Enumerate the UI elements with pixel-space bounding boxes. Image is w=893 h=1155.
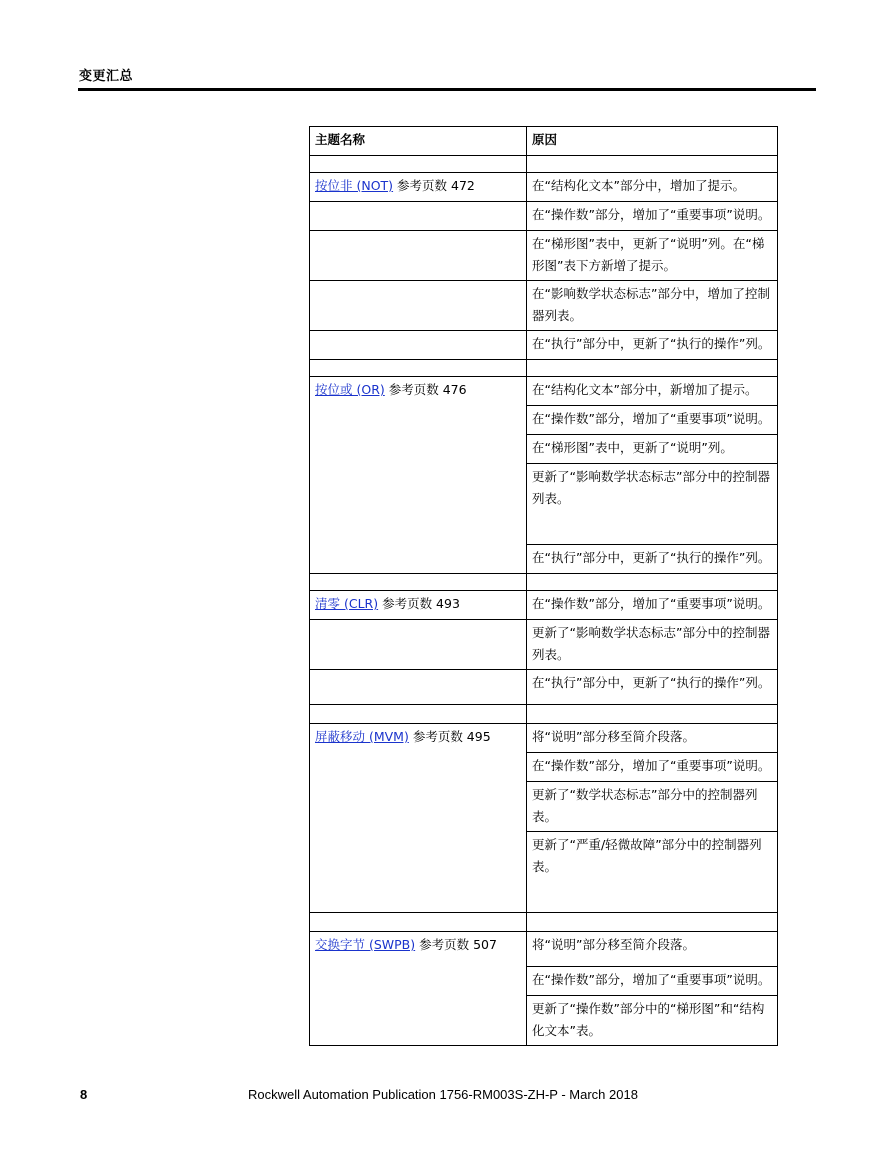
spacer-row: [310, 156, 778, 173]
reason-cell: 更新了“数学状态标志”部分中的控制器列表。: [527, 782, 778, 832]
reason-cell: 在“操作数”部分，增加了“重要事项”说明。: [527, 591, 778, 620]
reason-cell: 在“梯形图”表中，更新了“说明”列。在“梯形图”表下方新增了提示。: [527, 231, 778, 281]
reason-cell: 在“操作数”部分，增加了“重要事项”说明。: [527, 406, 778, 435]
reason-cell: 在“梯形图”表中，更新了“说明”列。: [527, 435, 778, 464]
topic-link[interactable]: 交换字节 (SWPB): [315, 937, 416, 952]
table-row: [310, 670, 778, 705]
reason-cell: 在“结构化文本”部分中，增加了提示。: [527, 173, 778, 202]
topic-cell: [310, 670, 527, 705]
page-ref: 参考页数 507: [415, 937, 497, 952]
reason-cell: 更新了“严重/轻微故障”部分中的控制器列表。: [527, 832, 778, 913]
reason-cell: 更新了“操作数”部分中的“梯形图”和“结构化文本”表。: [527, 996, 778, 1046]
reason-cell: 在“操作数”部分，增加了“重要事项”说明。: [527, 753, 778, 782]
topic-link[interactable]: 屏蔽移动 (MVM): [315, 729, 409, 744]
reason-cell: 将“说明”部分移至简介段落。: [527, 932, 778, 967]
table-row: [310, 281, 778, 331]
page-ref: 参考页数 472: [393, 178, 475, 193]
reason-cell: 在“执行”部分中，更新了“执行的操作”列。: [527, 670, 778, 705]
reason-cell: 在“操作数”部分，增加了“重要事项”说明。: [527, 202, 778, 231]
table-row: [310, 591, 778, 620]
topic-cell: [310, 173, 527, 202]
page-header-title: 变更汇总: [79, 69, 134, 84]
page-ref: 参考页数 476: [384, 382, 467, 397]
topic-link[interactable]: 按位非 (NOT): [315, 178, 394, 193]
reason-cell: 在“影响数学状态标志”部分中，增加了控制器列表。: [527, 281, 778, 331]
table-row: [310, 620, 778, 670]
page-number: 8: [80, 1087, 88, 1102]
column-header-reason: 原因: [527, 127, 778, 156]
topic-cell: [310, 281, 527, 331]
spacer-row: [310, 913, 778, 932]
topic-cell: [310, 231, 527, 281]
reason-cell: 将“说明”部分移至简介段落。: [527, 724, 778, 753]
topic-cell: [310, 620, 527, 670]
topic-cell: [310, 591, 527, 620]
topic-link[interactable]: 清零 (CLR): [315, 596, 379, 611]
reason-cell: 更新了“影响数学状态标志”部分中的控制器列表。: [527, 464, 778, 545]
page-ref: 参考页数 493: [378, 596, 460, 611]
reason-cell: 在“结构化文本”部分中，新增加了提示。: [527, 377, 778, 406]
table-row: [310, 202, 778, 231]
table-header-row: [310, 127, 778, 156]
reason-cell: 更新了“影响数学状态标志”部分中的控制器列表。: [527, 620, 778, 670]
change-summary-table: [309, 126, 778, 1046]
reason-cell: 在“执行”部分中，更新了“执行的操作”列。: [527, 545, 778, 574]
topic-cell: [310, 377, 527, 574]
topic-cell: [310, 724, 527, 913]
table-row: [310, 932, 778, 967]
spacer-row: [310, 360, 778, 377]
table-row: [310, 231, 778, 281]
publication-info: Rockwell Automation Publication 1756-RM003S-ZH-P - March 2018: [248, 1087, 638, 1102]
spacer-row: [310, 705, 778, 724]
topic-cell: [310, 202, 527, 231]
topic-cell: [310, 932, 527, 1046]
column-header-topic: 主题名称: [310, 127, 527, 156]
page-ref: 参考页数 495: [408, 729, 491, 744]
table-row: [310, 173, 778, 202]
reason-cell: 在“执行”部分中，更新了“执行的操作”列。: [527, 331, 778, 360]
table-row: [310, 377, 778, 406]
header-divider: [78, 88, 816, 91]
topic-cell: [310, 331, 527, 360]
spacer-row: [310, 574, 778, 591]
reason-cell: 在“操作数”部分，增加了“重要事项”说明。: [527, 967, 778, 996]
topic-link[interactable]: 按位或 (OR): [315, 382, 385, 397]
table-row: [310, 331, 778, 360]
table-row: [310, 724, 778, 753]
